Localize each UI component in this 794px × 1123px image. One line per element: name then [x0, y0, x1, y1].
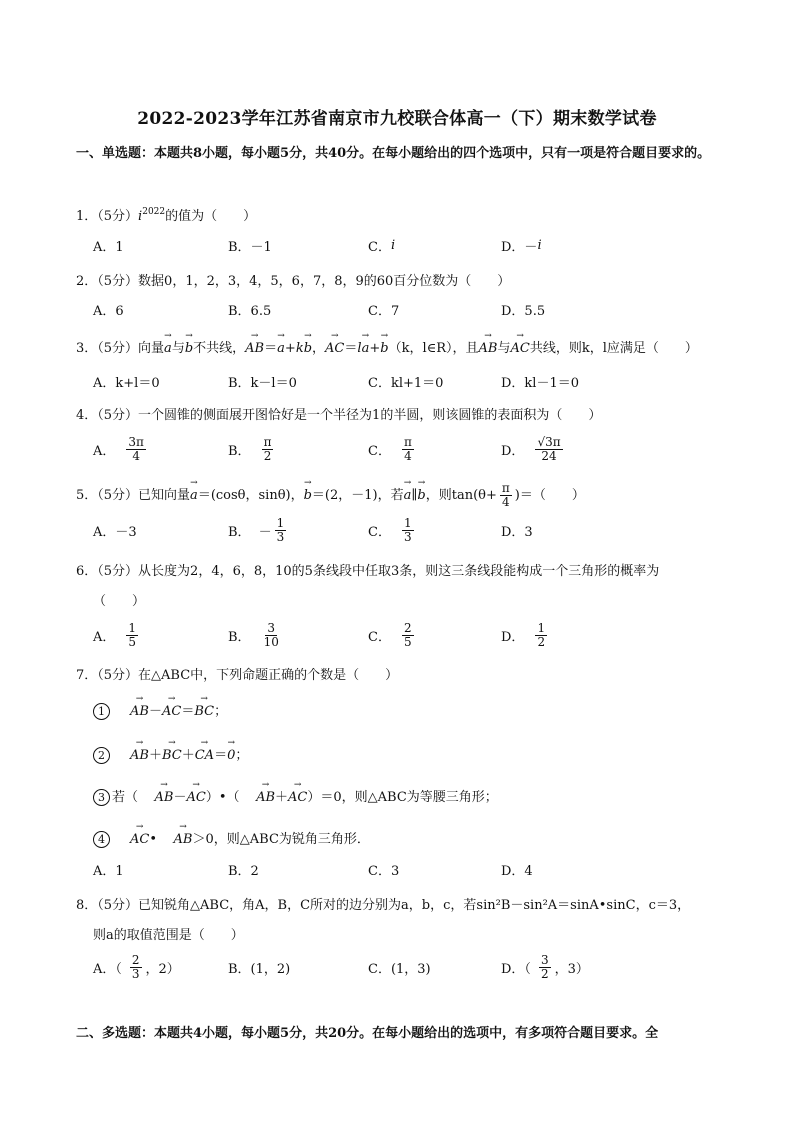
question-2: 2．（5分）数据0，1，2，3，4，5，6，7，8，9的60百分位数为（ ） [76, 274, 511, 289]
option-c[interactable]: C．kl+1＝0 [368, 375, 444, 391]
question-3: 3．（5分）向量→ a与→ b不共线，→ AB＝→ a+k→ b，→ AC＝l→ a+→ b（k，l∈R），且→ AB与→ AC共线，则k，l应满足（ ） [76, 337, 698, 356]
option-d[interactable]: D． $\frac{√3\pi}{24}$ [501, 434, 561, 463]
option-c[interactable]: C．3 [368, 863, 400, 879]
option-a[interactable]: A．（ $\frac{2}{3}$ ，2） [93, 952, 180, 981]
option-b[interactable]: B． $\frac{\pi}{2}$ [228, 434, 272, 463]
question-7-options [93, 854, 733, 884]
option-c[interactable]: C． i [368, 237, 396, 255]
question-7: 7．（5分）在△ABC中，下列命题正确的个数是（ ） [76, 668, 399, 683]
option-b[interactable]: B． － $\frac{1}{3}$ [228, 515, 285, 544]
question-4: 4．（5分）一个圆锥的侧面展开图恰好是一个半径为1的半圆，则该圆锥的表面积为（ ） [76, 408, 602, 423]
option-d[interactable]: D．3 [501, 524, 533, 540]
question-4-options [93, 434, 733, 464]
question-5: 5．（5分）已知向量→ a＝(cosθ，sinθ)，→ b＝(2，－1)，若→ a∥→ b，则tan(θ+ $\frac{\pi}{4}$ )＝（ ） [76, 482, 585, 509]
option-a[interactable]: A．－3 [93, 524, 137, 540]
proposition-4: 4→ AC• → AB＞0，则△ABC为锐角三角形． [93, 828, 370, 848]
option-d[interactable]: D．5.5 [501, 303, 546, 319]
option-c[interactable]: C． $\frac{1}{3}$ [368, 515, 412, 544]
question-1-options [93, 230, 733, 260]
option-d[interactable]: D．－ i [501, 237, 542, 255]
question-8-line-2: 则a的取值范围是（ ） [93, 928, 244, 943]
option-c[interactable]: C．(1，3) [368, 961, 431, 977]
option-b[interactable]: B． $\frac{3}{10}$ [228, 620, 279, 649]
question-8-options [93, 952, 733, 982]
option-d[interactable]: D．（ $\frac{3}{2}$ ，3） [501, 952, 589, 981]
option-d[interactable]: D．4 [501, 863, 533, 879]
question-3-options [93, 366, 733, 396]
option-a[interactable]: A．k+l＝0 [93, 375, 160, 391]
option-b[interactable]: B．(1，2) [228, 961, 291, 977]
option-c[interactable]: C． $\frac{\pi}{4}$ [368, 434, 412, 463]
option-d[interactable]: D． $\frac{1}{2}$ [501, 620, 546, 649]
question-2-options [93, 294, 733, 324]
question-6-line-2: （ ） [93, 594, 146, 609]
question-6-options [93, 620, 733, 650]
option-c[interactable]: C． $\frac{2}{5}$ [368, 620, 412, 649]
option-a[interactable]: A． $\frac{3\pi}{4}$ [93, 434, 144, 463]
option-a[interactable]: A． $\frac{1}{5}$ [93, 620, 137, 649]
option-c[interactable]: C．7 [368, 303, 400, 319]
option-b[interactable]: B．6.5 [228, 303, 272, 319]
section-multiple-choice: 二、多选题：本题共4小题，每小题5分，共20分。在每小题给出的选项中，有多项符合题目要求。全 [76, 1026, 659, 1041]
proposition-2: 2→ AB＋→ BC＋→ CA＝→ 0； [93, 744, 248, 764]
option-d[interactable]: D．kl－1＝0 [501, 375, 580, 391]
page-title: 2022-2023学年江苏省南京市九校联合体高一（下）期末数学试卷 [137, 109, 657, 129]
question-1: 1．（5分）$i^{2022}$的值为（ ） [76, 207, 257, 224]
section-single-choice: 一、单选题：本题共8小题，每小题5分，共40分。在每小题给出的四个选项中，只有一项是符合题目要求的。 [76, 146, 711, 161]
option-b[interactable]: B．－1 [228, 239, 272, 255]
option-b[interactable]: B．k－l＝0 [228, 375, 297, 391]
question-5-options [93, 515, 733, 545]
option-a[interactable]: A．1 [93, 863, 124, 879]
option-b[interactable]: B．2 [228, 863, 259, 879]
proposition-1: 1→ AB－→ AC＝→ BC； [93, 700, 227, 720]
question-8-line-1: 8．（5分）已知锐角△ABC，角A，B，C所对的边分别为a，b，c，若sin²B－sin²A＝sinA•sinC，c＝3， [76, 898, 691, 913]
option-a[interactable]: A．6 [93, 303, 124, 319]
proposition-3: 3 若（ → AB－→ AC）•（ → AB＋→ AC）＝0，则△ABC为等腰三角形； [93, 786, 498, 806]
question-6-line-1: 6．（5分）从长度为2，4，6，8，10的5条线段中任取3条，则这三条线段能构成一个三角形的概率为 [76, 564, 660, 579]
option-a[interactable]: A．1 [93, 239, 124, 255]
